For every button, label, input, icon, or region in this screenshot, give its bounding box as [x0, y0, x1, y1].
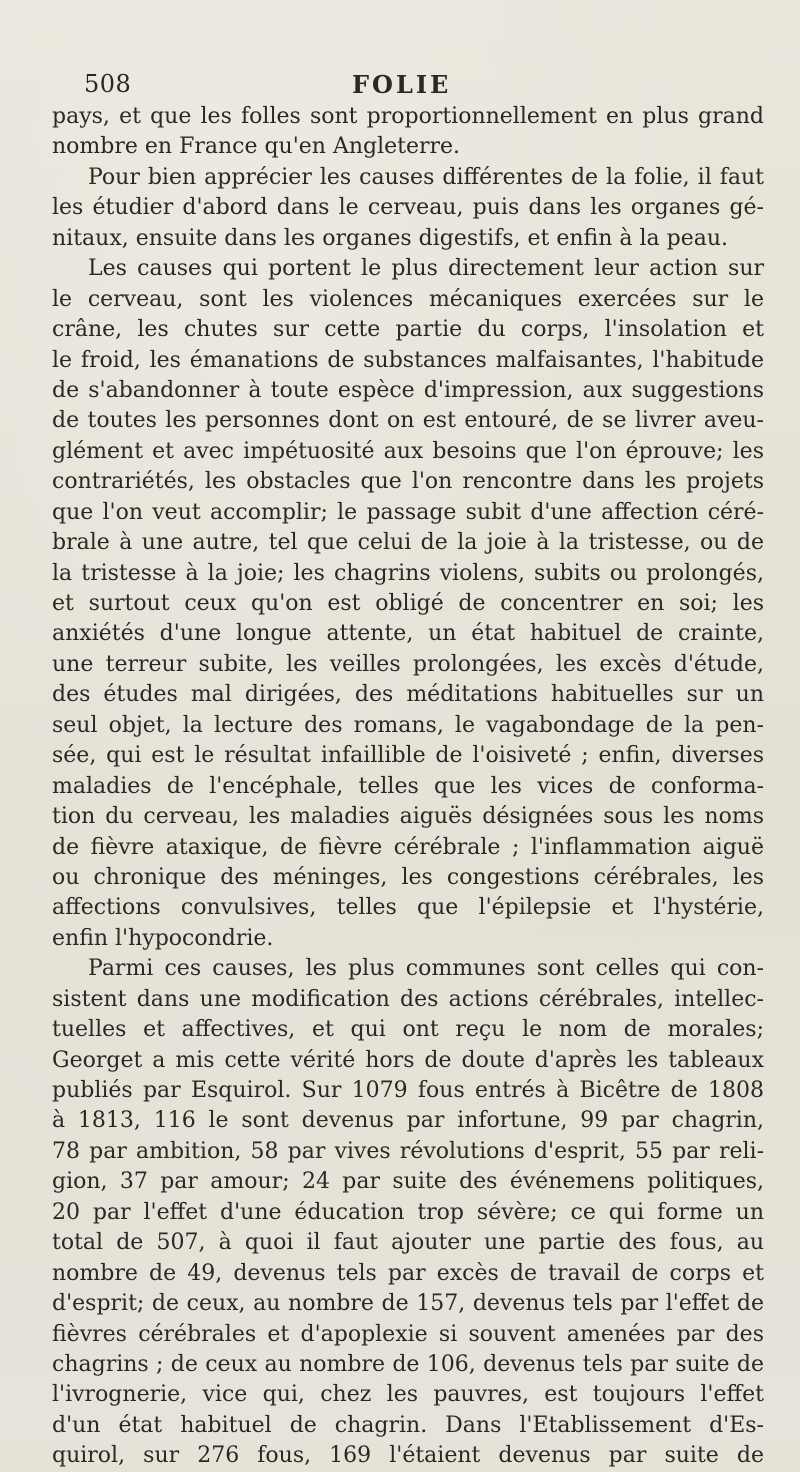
text-line: gion, 37 par amour; 24 par suite des événemens politiques,	[52, 1169, 764, 1195]
text-line: Parmi ces causes, les plus communes sont celles qui con-	[88, 956, 764, 982]
page-header	[84, 70, 740, 106]
text-line: chagrins ; de ceux au nombre de 106, devenus tels par suite de	[52, 1351, 764, 1377]
text-line: nombre de 49, devenus tels par excès de travail de corps et	[52, 1260, 764, 1286]
text-line: le froid, les émanations de substances malfaisantes, l'habitude	[52, 347, 764, 373]
text-line: maladies de l'encéphale, telles que les vices de conforma-	[52, 773, 764, 799]
text-line: enfin l'hypocondrie.	[52, 925, 274, 951]
page-number: 508	[84, 70, 132, 98]
text-line: contrariétés, les obstacles que l'on rencontre dans les projets	[52, 469, 764, 495]
text-line: tuelles et affectives, et qui ont reçu le nom de morales;	[52, 1017, 764, 1043]
body-text	[52, 102, 764, 1472]
text-line: publiés par Esquirol. Sur 1079 fous entrés à Bicêtre de 1808	[52, 1078, 764, 1103]
text-line: anxiétés d'une longue attente, un état habituel de crainte,	[52, 621, 764, 647]
text-line: de toutes les personnes dont on est entouré, de se livrer aveu-	[52, 408, 764, 434]
text-line: la tristesse à la joie; les chagrins violens, subits ou prolongés,	[52, 560, 764, 586]
text-line: une terreur subite, les veilles prolongées, les excès d'étude,	[52, 651, 764, 677]
text-line: le cerveau, sont les violences mécaniques exercées sur le	[52, 286, 764, 312]
running-title: FOLIE	[352, 70, 452, 99]
text-line: affections convulsives, telles que l'épilepsie et l'hystérie,	[52, 895, 764, 921]
text-line: quirol, sur 276 fous, 169 l'étaient devenus par suite de	[52, 1443, 764, 1469]
text-line: glément et avec impétuosité aux besoins que l'on éprouve; les	[52, 438, 764, 464]
text-line: crâne, les chutes sur cette partie du corps, l'insolation et	[52, 317, 764, 343]
text-line: Les causes qui portent le plus directement leur action sur	[88, 256, 764, 282]
text-line: ou chronique des méninges, les congestions cérébrales, les	[52, 864, 764, 890]
text-line: fièvres cérébrales et d'apoplexie si souvent amenées par des	[52, 1321, 764, 1347]
text-line: à 1813, 116 le sont devenus par infortune, 99 par chagrin,	[52, 1108, 764, 1134]
text-line: 20 par l'effet d'une éducation trop sévère; ce qui forme un	[52, 1199, 764, 1225]
text-line: 78 par ambition, 58 par vives révolutions d'esprit, 55 par reli-	[52, 1138, 764, 1164]
text-line: nitaux, ensuite dans les organes digestifs, et enfin à la peau.	[52, 225, 729, 251]
text-line: brale à une autre, tel que celui de la joie à la tristesse, ou de	[52, 530, 764, 556]
text-line: seul objet, la lecture des romans, le vagabondage de la pen-	[52, 712, 764, 738]
text-line: des études mal dirigées, des méditations habituelles sur un	[52, 682, 764, 708]
text-line: d'un état habituel de chagrin. Dans l'Etablissement d'Es-	[52, 1412, 764, 1438]
text-line: l'ivrognerie, vice qui, chez les pauvres, est toujours l'effet	[52, 1382, 764, 1408]
text-line: et surtout ceux qu'on est obligé de concentrer en soi; les	[52, 591, 764, 616]
text-line: de fièvre ataxique, de fièvre cérébrale ; l'inflammation aiguë	[52, 834, 764, 860]
text-line: les étudier d'abord dans le cerveau, puis dans les organes gé-	[52, 195, 764, 221]
text-line: de s'abandonner à toute espèce d'impression, aux suggestions	[52, 377, 764, 403]
text-line: nombre en France qu'en Angleterre.	[52, 134, 461, 160]
text-line: total de 507, à quoi il faut ajouter une partie des fous, au	[52, 1230, 764, 1256]
text-line: Pour bien apprécier les causes différentes de la folie, il faut	[88, 164, 764, 190]
text-line: pays, et que les folles sont proportionnellement en plus grand	[52, 104, 764, 129]
text-line: Georget a mis cette vérité hors de doute d'après les tableaux	[52, 1047, 764, 1073]
text-line: d'esprit; de ceux, au nombre de 157, devenus tels par l'effet de	[52, 1291, 764, 1317]
text-line: tion du cerveau, les maladies aiguës désignées sous les noms	[52, 804, 764, 830]
text-line: sistent dans une modification des actions cérébrales, intellec-	[52, 986, 764, 1012]
text-line: que l'on veut accomplir; le passage subit d'une affection céré-	[52, 499, 764, 525]
text-line: sée, qui est le résultat infaillible de l'oisiveté ; enfin, diverses	[52, 743, 764, 769]
